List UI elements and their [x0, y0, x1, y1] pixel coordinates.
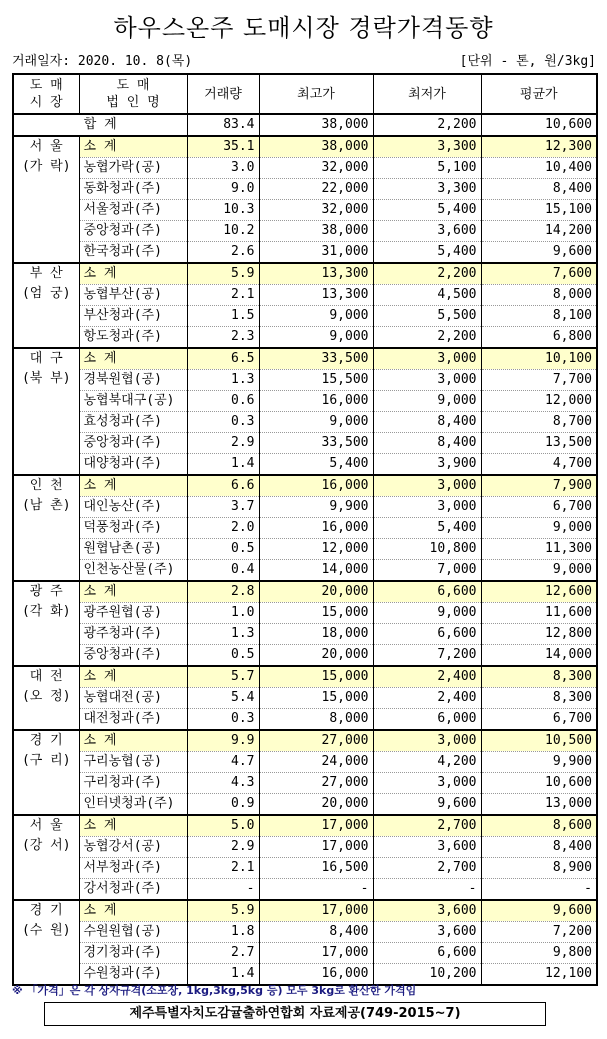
subtotal-row	[13, 900, 597, 922]
volume-cell: 5.9	[187, 900, 259, 922]
min-cell: 10,800	[373, 539, 481, 560]
avg-cell: 6,700	[481, 709, 597, 731]
avg-cell: 8,300	[481, 666, 597, 688]
header-max: 최고가	[259, 74, 373, 114]
max-cell: 16,500	[259, 858, 373, 879]
volume-cell: 1.4	[187, 454, 259, 476]
min-cell: 2,400	[373, 688, 481, 709]
min-cell: 3,000	[373, 497, 481, 518]
volume-cell: 0.9	[187, 794, 259, 816]
market-name	[13, 475, 79, 581]
avg-cell: 4,700	[481, 454, 597, 476]
market-name-line: 부 산	[29, 266, 63, 281]
page-title: 하우스온주 도매시장 경락가격동향	[113, 14, 494, 42]
subtotal-row	[13, 475, 597, 497]
avg-cell: 10,100	[481, 348, 597, 370]
max-cell: 24,000	[259, 752, 373, 773]
total-volume: 83.4	[187, 114, 259, 136]
table-row	[13, 221, 597, 242]
market-name-line: (남 촌)	[21, 498, 71, 513]
volume-cell: 5.0	[187, 815, 259, 837]
header-corp-line1: 도 매	[116, 78, 150, 93]
avg-cell: 12,300	[481, 136, 597, 158]
volume-cell: 9.0	[187, 179, 259, 200]
volume-cell: 2.9	[187, 837, 259, 858]
max-cell: 8,000	[259, 709, 373, 731]
table-row	[13, 560, 597, 582]
volume-cell: 2.8	[187, 581, 259, 603]
market-name-line: 서 울	[29, 139, 63, 154]
total-label: 합 계	[13, 114, 187, 136]
market-name-line: (각 화)	[21, 604, 71, 619]
avg-cell: 13,000	[481, 794, 597, 816]
volume-cell: 5.4	[187, 688, 259, 709]
corp-name: 수원원협(공)	[79, 922, 187, 943]
volume-cell: 4.7	[187, 752, 259, 773]
max-cell: 16,000	[259, 475, 373, 497]
max-cell: 9,000	[259, 327, 373, 349]
max-cell: 17,000	[259, 837, 373, 858]
min-cell: 3,000	[373, 348, 481, 370]
corp-name: 소 계	[79, 348, 187, 370]
volume-cell: 0.3	[187, 709, 259, 731]
subtotal-row	[13, 666, 597, 688]
market-name-line: (구 리)	[21, 753, 71, 768]
market-name-line: (북 부)	[21, 371, 71, 386]
min-cell: 3,900	[373, 454, 481, 476]
subtotal-row	[13, 581, 597, 603]
table-row	[13, 943, 597, 964]
corp-name: 농협가락(공)	[79, 158, 187, 179]
avg-cell: 9,600	[481, 900, 597, 922]
max-cell: 27,000	[259, 773, 373, 794]
market-name-line: (가 락)	[21, 159, 71, 174]
corp-name: 대양청과(주)	[79, 454, 187, 476]
max-cell: 18,000	[259, 624, 373, 645]
volume-cell: 1.3	[187, 624, 259, 645]
min-cell: 5,500	[373, 306, 481, 327]
volume-cell: 4.3	[187, 773, 259, 794]
max-cell: 16,000	[259, 964, 373, 986]
table-row	[13, 518, 597, 539]
min-cell: 6,000	[373, 709, 481, 731]
volume-cell: 1.8	[187, 922, 259, 943]
avg-cell: 9,000	[481, 560, 597, 582]
min-cell: 3,300	[373, 136, 481, 158]
corp-name: 중앙청과(주)	[79, 433, 187, 454]
table-row	[13, 158, 597, 179]
market-name-line: 인 천	[29, 478, 63, 493]
avg-cell: 8,000	[481, 285, 597, 306]
max-cell: 15,000	[259, 666, 373, 688]
market-name-line: (강 서)	[21, 838, 71, 853]
corp-name: 소 계	[79, 475, 187, 497]
min-cell: 5,100	[373, 158, 481, 179]
corp-name: 소 계	[79, 815, 187, 837]
table-row	[13, 922, 597, 943]
min-cell: 5,400	[373, 518, 481, 539]
market-name	[13, 730, 79, 815]
volume-cell: 2.1	[187, 858, 259, 879]
volume-cell: 2.0	[187, 518, 259, 539]
avg-cell: -	[481, 879, 597, 901]
table-row	[13, 794, 597, 816]
volume-cell: 10.3	[187, 200, 259, 221]
min-cell: 6,600	[373, 581, 481, 603]
volume-cell: 3.7	[187, 497, 259, 518]
max-cell: 20,000	[259, 645, 373, 667]
avg-cell: 8,600	[481, 815, 597, 837]
max-cell: 33,500	[259, 348, 373, 370]
max-cell: 13,300	[259, 263, 373, 285]
min-cell: 9,600	[373, 794, 481, 816]
max-cell: 14,000	[259, 560, 373, 582]
corp-name: 동화청과(주)	[79, 179, 187, 200]
avg-cell: 6,800	[481, 327, 597, 349]
table-row	[13, 773, 597, 794]
total-max: 38,000	[259, 114, 373, 136]
max-cell: 20,000	[259, 794, 373, 816]
avg-cell: 13,500	[481, 433, 597, 454]
corp-name: 구리청과(주)	[79, 773, 187, 794]
volume-cell: 0.6	[187, 391, 259, 412]
market-name-line: 대 전	[29, 669, 63, 684]
table-row	[13, 454, 597, 476]
corp-name: 소 계	[79, 900, 187, 922]
min-cell: 6,600	[373, 943, 481, 964]
total-row	[13, 114, 597, 136]
max-cell: 16,000	[259, 391, 373, 412]
corp-name: 농협부산(공)	[79, 285, 187, 306]
min-cell: 4,500	[373, 285, 481, 306]
header-min: 최저가	[373, 74, 481, 114]
max-cell: 9,000	[259, 412, 373, 433]
avg-cell: 11,600	[481, 603, 597, 624]
min-cell: 3,000	[373, 773, 481, 794]
max-cell: 27,000	[259, 730, 373, 752]
min-cell: 7,000	[373, 560, 481, 582]
max-cell: -	[259, 879, 373, 901]
min-cell: 3,000	[373, 730, 481, 752]
market-name	[13, 263, 79, 348]
table-row	[13, 624, 597, 645]
volume-cell: 9.9	[187, 730, 259, 752]
max-cell: 17,000	[259, 943, 373, 964]
volume-cell: 1.5	[187, 306, 259, 327]
corp-name: 서울청과(주)	[79, 200, 187, 221]
subtotal-row	[13, 815, 597, 837]
market-name-line: 대 구	[29, 351, 63, 366]
source-box: 제주특별자치도감귤출하연합회 자료제공(749-2015~7)	[44, 1002, 546, 1026]
volume-cell: 6.5	[187, 348, 259, 370]
min-cell: -	[373, 879, 481, 901]
max-cell: 17,000	[259, 815, 373, 837]
corp-name: 항도청과(주)	[79, 327, 187, 349]
volume-cell: 10.2	[187, 221, 259, 242]
volume-cell: 5.7	[187, 666, 259, 688]
max-cell: 12,000	[259, 539, 373, 560]
min-cell: 2,200	[373, 327, 481, 349]
table-row	[13, 242, 597, 264]
table-row	[13, 709, 597, 731]
table-row	[13, 879, 597, 901]
avg-cell: 10,500	[481, 730, 597, 752]
min-cell: 9,000	[373, 603, 481, 624]
market-name-line: (오 정)	[21, 689, 71, 704]
header-row	[13, 74, 597, 114]
market-name	[13, 815, 79, 900]
table-row	[13, 497, 597, 518]
max-cell: 20,000	[259, 581, 373, 603]
avg-cell: 12,800	[481, 624, 597, 645]
min-cell: 7,200	[373, 645, 481, 667]
corp-name: 농협북대구(공)	[79, 391, 187, 412]
table-row	[13, 412, 597, 433]
header-market-line1: 도 매	[29, 78, 63, 93]
corp-name: 강서청과(주)	[79, 879, 187, 901]
table-row	[13, 603, 597, 624]
avg-cell: 8,100	[481, 306, 597, 327]
min-cell: 2,700	[373, 858, 481, 879]
market-name-line: 경 기	[29, 733, 63, 748]
avg-cell: 10,400	[481, 158, 597, 179]
market-name-line: 서 울	[29, 818, 63, 833]
table-row	[13, 433, 597, 454]
corp-name: 대인농산(주)	[79, 497, 187, 518]
volume-cell: 1.3	[187, 370, 259, 391]
avg-cell: 8,700	[481, 412, 597, 433]
volume-cell: 2.6	[187, 242, 259, 264]
avg-cell: 14,000	[481, 645, 597, 667]
volume-cell: 35.1	[187, 136, 259, 158]
market-name	[13, 581, 79, 666]
max-cell: 15,500	[259, 370, 373, 391]
min-cell: 5,400	[373, 242, 481, 264]
min-cell: 8,400	[373, 412, 481, 433]
min-cell: 2,400	[373, 666, 481, 688]
subtotal-row	[13, 730, 597, 752]
table-row	[13, 688, 597, 709]
subtotal-row	[13, 348, 597, 370]
footnote: ※ 「가격」은 각 상자규격(소포장, 1kg,3kg,5kg 등) 모두 3kg로 환산한 가격임	[12, 984, 417, 997]
corp-name: 부산청과(주)	[79, 306, 187, 327]
min-cell: 10,200	[373, 964, 481, 986]
min-cell: 3,600	[373, 221, 481, 242]
table-row	[13, 837, 597, 858]
table-row	[13, 179, 597, 200]
max-cell: 17,000	[259, 900, 373, 922]
market-name-line: (수 원)	[21, 923, 71, 938]
max-cell: 31,000	[259, 242, 373, 264]
total-avg: 10,600	[481, 114, 597, 136]
table-row	[13, 645, 597, 667]
corp-name: 인천농산물(주)	[79, 560, 187, 582]
meta-row	[12, 50, 596, 70]
corp-name: 소 계	[79, 730, 187, 752]
volume-cell: 5.9	[187, 263, 259, 285]
market-name	[13, 666, 79, 730]
min-cell: 3,300	[373, 179, 481, 200]
market-name-line: 경 기	[29, 903, 63, 918]
corp-name: 원협남촌(공)	[79, 539, 187, 560]
volume-cell: 0.4	[187, 560, 259, 582]
avg-cell: 12,600	[481, 581, 597, 603]
avg-cell: 7,700	[481, 370, 597, 391]
avg-cell: 8,400	[481, 837, 597, 858]
avg-cell: 7,600	[481, 263, 597, 285]
market-name	[13, 348, 79, 475]
volume-cell: 6.6	[187, 475, 259, 497]
table-row	[13, 539, 597, 560]
max-cell: 32,000	[259, 158, 373, 179]
max-cell: 15,000	[259, 603, 373, 624]
corp-name: 광주원협(공)	[79, 603, 187, 624]
table-body	[13, 114, 597, 985]
corp-name: 소 계	[79, 666, 187, 688]
max-cell: 38,000	[259, 136, 373, 158]
avg-cell: 14,200	[481, 221, 597, 242]
max-cell: 13,300	[259, 285, 373, 306]
corp-name: 서부청과(주)	[79, 858, 187, 879]
max-cell: 32,000	[259, 200, 373, 221]
market-name-line: 광 주	[29, 584, 63, 599]
total-min: 2,200	[373, 114, 481, 136]
volume-cell: 2.9	[187, 433, 259, 454]
unit-label: [단위 - 톤, 원/3kg]	[459, 54, 596, 69]
table-row	[13, 285, 597, 306]
max-cell: 38,000	[259, 221, 373, 242]
corp-name: 중앙청과(주)	[79, 221, 187, 242]
volume-cell: -	[187, 879, 259, 901]
avg-cell: 12,000	[481, 391, 597, 412]
avg-cell: 10,600	[481, 773, 597, 794]
min-cell: 3,600	[373, 922, 481, 943]
min-cell: 6,600	[373, 624, 481, 645]
header-corp-line2: 법 인 명	[106, 95, 160, 110]
header-avg: 평균가	[481, 74, 597, 114]
max-cell: 33,500	[259, 433, 373, 454]
corp-name: 농협대전(공)	[79, 688, 187, 709]
corp-name: 소 계	[79, 581, 187, 603]
corp-name: 중앙청과(주)	[79, 645, 187, 667]
volume-cell: 2.7	[187, 943, 259, 964]
max-cell: 8,400	[259, 922, 373, 943]
volume-cell: 2.3	[187, 327, 259, 349]
table-row	[13, 370, 597, 391]
price-table	[12, 73, 598, 986]
min-cell: 5,400	[373, 200, 481, 221]
table-row	[13, 200, 597, 221]
min-cell: 3,600	[373, 837, 481, 858]
avg-cell: 9,900	[481, 752, 597, 773]
header-volume: 거래량	[187, 74, 259, 114]
volume-cell: 0.3	[187, 412, 259, 433]
corp-name: 경기청과(주)	[79, 943, 187, 964]
header-market	[13, 74, 79, 114]
corp-name: 한국청과(주)	[79, 242, 187, 264]
max-cell: 16,000	[259, 518, 373, 539]
avg-cell: 11,300	[481, 539, 597, 560]
corp-name: 수원청과(주)	[79, 964, 187, 986]
min-cell: 3,000	[373, 475, 481, 497]
corp-name: 구리농협(공)	[79, 752, 187, 773]
table-row	[13, 306, 597, 327]
header-market-line2: 시 장	[29, 95, 63, 110]
avg-cell: 8,300	[481, 688, 597, 709]
volume-cell: 1.4	[187, 964, 259, 986]
avg-cell: 15,100	[481, 200, 597, 221]
corp-name: 농협강서(공)	[79, 837, 187, 858]
market-name	[13, 136, 79, 263]
max-cell: 22,000	[259, 179, 373, 200]
corp-name: 경북원협(공)	[79, 370, 187, 391]
corp-name: 광주청과(주)	[79, 624, 187, 645]
min-cell: 2,200	[373, 263, 481, 285]
max-cell: 9,000	[259, 306, 373, 327]
avg-cell: 7,900	[481, 475, 597, 497]
header-corp	[79, 74, 187, 114]
corp-name: 소 계	[79, 263, 187, 285]
subtotal-row	[13, 136, 597, 158]
volume-cell: 0.5	[187, 539, 259, 560]
corp-name: 효성청과(주)	[79, 412, 187, 433]
avg-cell: 9,800	[481, 943, 597, 964]
corp-name: 대전청과(주)	[79, 709, 187, 731]
volume-cell: 3.0	[187, 158, 259, 179]
avg-cell: 9,000	[481, 518, 597, 539]
table-row	[13, 327, 597, 349]
volume-cell: 1.0	[187, 603, 259, 624]
volume-cell: 0.5	[187, 645, 259, 667]
corp-name: 소 계	[79, 136, 187, 158]
market-name-line: (엄 궁)	[21, 286, 71, 301]
table-row	[13, 391, 597, 412]
min-cell: 2,700	[373, 815, 481, 837]
table-row	[13, 858, 597, 879]
volume-cell: 2.1	[187, 285, 259, 306]
min-cell: 4,200	[373, 752, 481, 773]
avg-cell: 7,200	[481, 922, 597, 943]
avg-cell: 8,900	[481, 858, 597, 879]
avg-cell: 8,400	[481, 179, 597, 200]
avg-cell: 12,100	[481, 964, 597, 986]
corp-name: 덕풍청과(주)	[79, 518, 187, 539]
min-cell: 8,400	[373, 433, 481, 454]
min-cell: 3,600	[373, 900, 481, 922]
trade-date: 거래일자: 2020. 10. 8(목)	[12, 54, 193, 69]
subtotal-row	[13, 263, 597, 285]
avg-cell: 6,700	[481, 497, 597, 518]
market-name	[13, 900, 79, 985]
avg-cell: 9,600	[481, 242, 597, 264]
table-row	[13, 752, 597, 773]
max-cell: 9,900	[259, 497, 373, 518]
max-cell: 5,400	[259, 454, 373, 476]
min-cell: 9,000	[373, 391, 481, 412]
max-cell: 15,000	[259, 688, 373, 709]
min-cell: 3,000	[373, 370, 481, 391]
corp-name: 인터넷청과(주)	[79, 794, 187, 816]
